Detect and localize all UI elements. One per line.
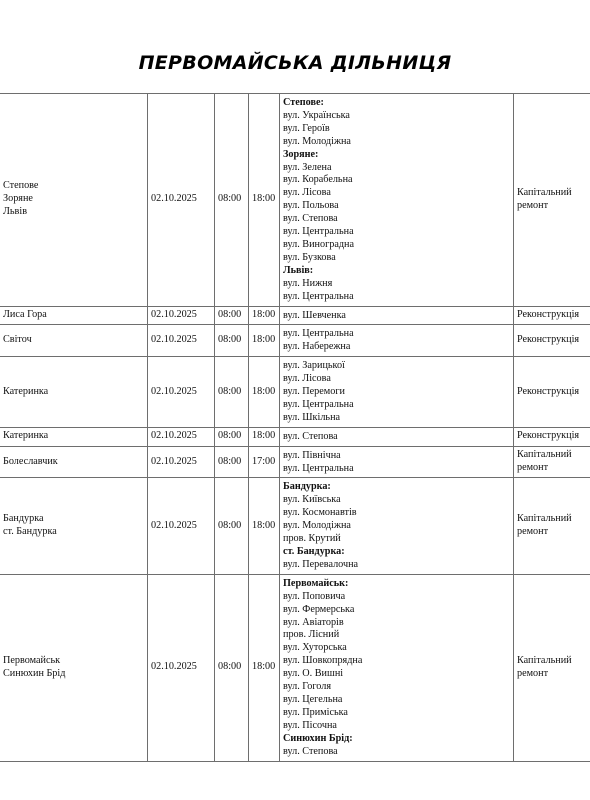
street-name: вул. О. Вишні — [283, 668, 344, 680]
end-time-cell: 18:00 — [249, 325, 280, 357]
street-name: вул. Центральна — [283, 226, 354, 238]
street-name: вул. Степова — [283, 745, 338, 757]
street-name: вул. Лісова — [283, 373, 331, 385]
streets-cell — [280, 446, 514, 478]
table-row — [0, 427, 590, 446]
street-name: вул. Нижня — [283, 277, 333, 289]
end-time-cell: 18:00 — [249, 574, 280, 761]
street-name: вул. Молодіжна — [283, 520, 351, 532]
street-name: вул. Українська — [283, 109, 350, 121]
street-name: вул. Лісова — [283, 187, 331, 199]
street-name: вул. Центральна — [283, 462, 354, 474]
locality-heading: Первомайськ: — [283, 577, 349, 589]
date-cell: 02.10.2025 — [148, 478, 215, 574]
street-name: вул. Виноградна — [283, 238, 355, 250]
street-name: вул. Зарицької — [283, 360, 345, 372]
date-cell: 02.10.2025 — [148, 446, 215, 478]
settlement-name: ст. Бандурка — [3, 526, 57, 538]
settlement-name: Світоч — [3, 334, 32, 346]
end-time-cell: 18:00 — [249, 478, 280, 574]
street-name: вул. Північна — [283, 449, 341, 461]
start-time-cell: 08:00 — [215, 478, 249, 574]
street-name: вул. Шовкопрядна — [283, 655, 363, 667]
end-time-cell: 18:00 — [249, 357, 280, 428]
end-time-cell: 18:00 — [249, 94, 280, 307]
date-cell: 02.10.2025 — [148, 357, 215, 428]
settlement-name: Зоряне — [3, 193, 33, 205]
settlement-name: Лиса Гора — [3, 309, 47, 320]
table-row — [0, 325, 590, 357]
settlement-name: Катеринка — [3, 430, 49, 442]
street-name: вул. Центральна — [283, 398, 354, 410]
street-name: вул. Приміська — [283, 706, 348, 718]
street-name: вул. Гоголя — [283, 681, 332, 693]
start-time-cell: 08:00 — [215, 446, 249, 478]
streets-cell — [280, 306, 514, 325]
locality-heading: ст. Бандурка: — [283, 546, 345, 557]
street-name: вул. Шевченка — [283, 309, 346, 321]
street-name: вул. Цегельна — [283, 693, 343, 705]
locality-heading: Степове: — [283, 97, 324, 108]
settlement-cell — [0, 427, 148, 446]
streets-cell — [280, 574, 514, 761]
start-time-cell: 08:00 — [215, 306, 249, 325]
settlement-name: Катеринка — [3, 385, 49, 397]
street-name: вул. Польова — [283, 200, 339, 212]
end-time-cell: 17:00 — [249, 446, 280, 478]
start-time-cell: 08:00 — [215, 357, 249, 428]
work-type-cell: Капітальний ремонт — [514, 574, 590, 761]
table-body — [0, 94, 590, 762]
street-name: вул. Перевалочна — [283, 558, 359, 570]
outage-schedule-table — [0, 93, 590, 762]
work-type-cell: Реконструкція — [514, 357, 590, 428]
settlement-cell — [0, 478, 148, 574]
street-name: вул. Пісочна — [283, 719, 337, 731]
work-type-cell: Капітальний ремонт — [514, 478, 590, 574]
date-cell: 02.10.2025 — [148, 574, 215, 761]
start-time-cell: 08:00 — [215, 427, 249, 446]
street-name: вул. Героїв — [283, 122, 330, 134]
locality-heading: Львів: — [283, 264, 314, 276]
street-name: вул. Перемоги — [283, 386, 345, 398]
street-name: вул. Космонавтів — [283, 507, 357, 519]
street-name: вул. Степова — [283, 213, 338, 225]
table-row — [0, 446, 590, 478]
start-time-cell: 08:00 — [215, 574, 249, 761]
settlement-name: Первомайськ — [3, 654, 61, 666]
work-type-cell: Реконструкція — [514, 325, 590, 357]
settlement-cell — [0, 446, 148, 478]
settlement-cell — [0, 357, 148, 428]
settlement-cell — [0, 306, 148, 325]
street-name: пров. Крутий — [283, 533, 341, 545]
work-type-cell: Реконструкція — [514, 306, 590, 325]
start-time-cell: 08:00 — [215, 94, 249, 307]
street-name: пров. Лісний — [283, 629, 340, 641]
streets-cell — [280, 427, 514, 446]
settlement-name: Степове — [3, 180, 39, 192]
date-cell: 02.10.2025 — [148, 94, 215, 307]
date-cell: 02.10.2025 — [148, 325, 215, 357]
street-name: вул. Фермерська — [283, 603, 355, 615]
street-name: вул. Центральна — [283, 290, 354, 302]
street-name: вул. Степова — [283, 430, 338, 442]
street-name: вул. Зелена — [283, 161, 332, 173]
street-name: вул. Київська — [283, 494, 341, 506]
street-name: вул. Молодіжна — [283, 135, 351, 147]
street-name: вул. Корабельна — [283, 174, 353, 186]
settlement-cell — [0, 94, 148, 307]
date-cell: 02.10.2025 — [148, 427, 215, 446]
streets-cell — [280, 94, 514, 307]
street-name: вул. Шкільна — [283, 411, 341, 423]
street-name: вул. Авіаторів — [283, 616, 344, 628]
locality-heading: Синюхин Брід: — [283, 732, 353, 744]
table-row — [0, 94, 590, 307]
street-name: вул. Центральна — [283, 328, 354, 340]
page-title: ПЕРВОМАЙСЬКА ДІЛЬНИЦЯ — [138, 52, 452, 74]
start-time-cell: 08:00 — [215, 325, 249, 357]
settlement-name: Львів — [3, 206, 28, 218]
streets-cell — [280, 478, 514, 574]
work-type-cell: Капітальний ремонт — [514, 94, 590, 307]
table-row — [0, 478, 590, 574]
end-time-cell: 18:00 — [249, 306, 280, 325]
settlement-name: Синюхин Брід — [3, 667, 66, 679]
streets-cell — [280, 357, 514, 428]
end-time-cell: 18:00 — [249, 427, 280, 446]
table-row — [0, 357, 590, 428]
locality-heading: Зоряне: — [283, 148, 319, 160]
work-type-cell: Капітальний ремонт — [514, 446, 590, 478]
settlement-name: Бандурка — [3, 513, 44, 525]
street-name: вул. Поповича — [283, 590, 346, 602]
settlement-name: Болеславчик — [3, 455, 58, 467]
street-name: вул. Бузкова — [283, 251, 336, 263]
street-name: вул. Хуторська — [283, 642, 347, 654]
settlement-cell — [0, 325, 148, 357]
streets-cell — [280, 325, 514, 357]
work-type-cell: Реконструкція — [514, 427, 590, 446]
date-cell: 02.10.2025 — [148, 306, 215, 325]
settlement-cell — [0, 574, 148, 761]
table-row — [0, 306, 590, 325]
locality-heading: Бандурка: — [283, 481, 331, 493]
table-row — [0, 574, 590, 761]
street-name: вул. Набережна — [283, 341, 351, 353]
